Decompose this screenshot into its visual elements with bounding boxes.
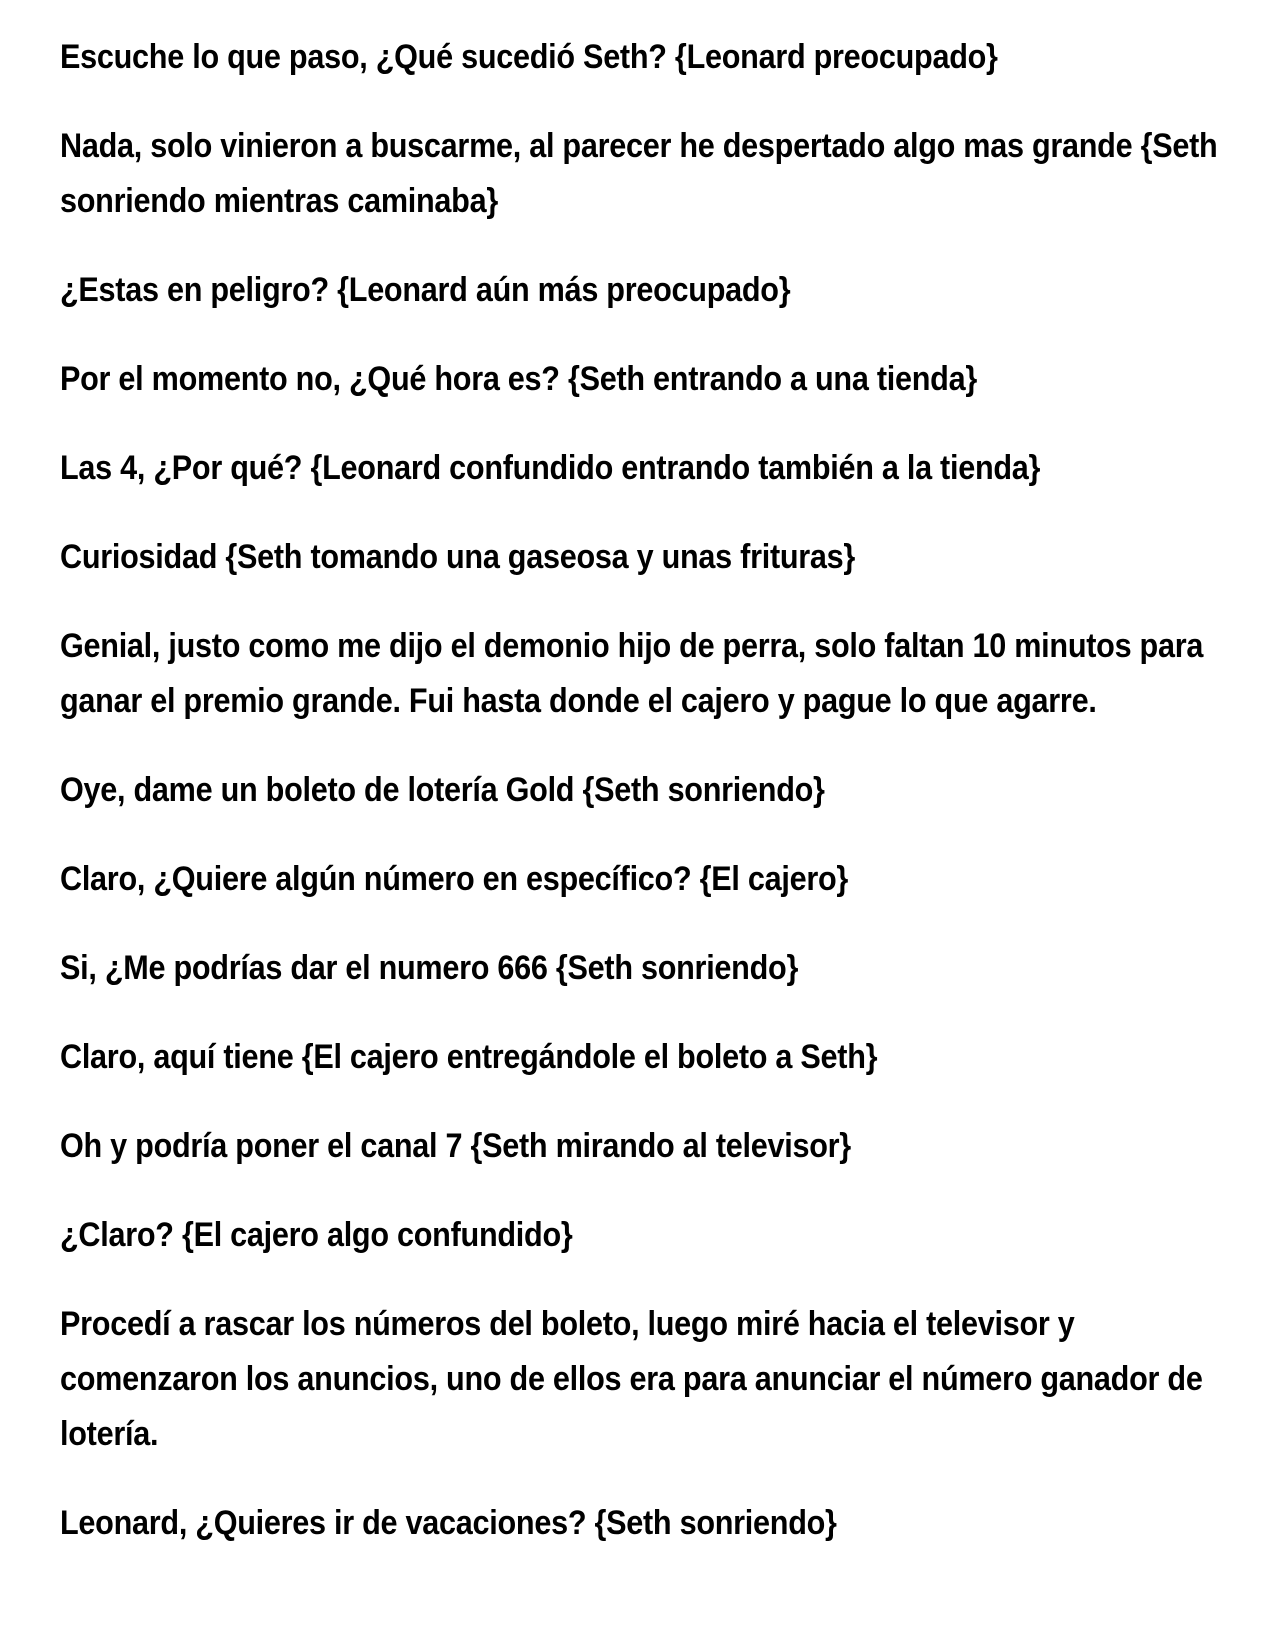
paragraph-14: Procedí a rascar los números del boleto, luego miré hacia el televisor y comenzaron los anuncios, uno de ellos era para anunciar el número ganador de lotería.: [60, 1305, 1203, 1453]
paragraph-1: Escuche lo que paso, ¿Qué sucedió Seth? {Leonard preocupado}: [60, 38, 998, 76]
paragraph-5: Las 4, ¿Por qué? {Leonard confundido entrando también a la tienda}: [60, 449, 1041, 487]
paragraph-15: Leonard, ¿Quieres ir de vacaciones? {Seth sonriendo}: [60, 1504, 837, 1542]
paragraph-2: Nada, solo vinieron a buscarme, al parecer he despertado algo mas grande {Seth sonriendo mientras caminaba}: [60, 127, 1218, 220]
paragraph-6: Curiosidad {Seth tomando una gaseosa y unas frituras}: [60, 538, 856, 576]
paragraph-3: ¿Estas en peligro? {Leonard aún más preocupado}: [60, 271, 791, 309]
document-page: [60, 30, 1230, 1585]
paragraph-11: Claro, aquí tiene {El cajero entregándole el boleto a Seth}: [60, 1038, 878, 1076]
paragraph-9: Claro, ¿Quiere algún número en específico? {El cajero}: [60, 860, 849, 898]
paragraph-8: Oye, dame un boleto de lotería Gold {Seth sonriendo}: [60, 771, 825, 809]
paragraph-10: Si, ¿Me podrías dar el numero 666 {Seth sonriendo}: [60, 949, 799, 987]
paragraph-7: Genial, justo como me dijo el demonio hijo de perra, solo faltan 10 minutos para ganar el premio grande. Fui hasta donde el cajero y pague lo que agarre.: [60, 627, 1204, 720]
paragraph-12: Oh y podría poner el canal 7 {Seth mirando al televisor}: [60, 1127, 851, 1165]
paragraph-4: Por el momento no, ¿Qué hora es? {Seth entrando a una tienda}: [60, 360, 977, 398]
paragraph-13: ¿Claro? {El cajero algo confundido}: [60, 1216, 573, 1254]
